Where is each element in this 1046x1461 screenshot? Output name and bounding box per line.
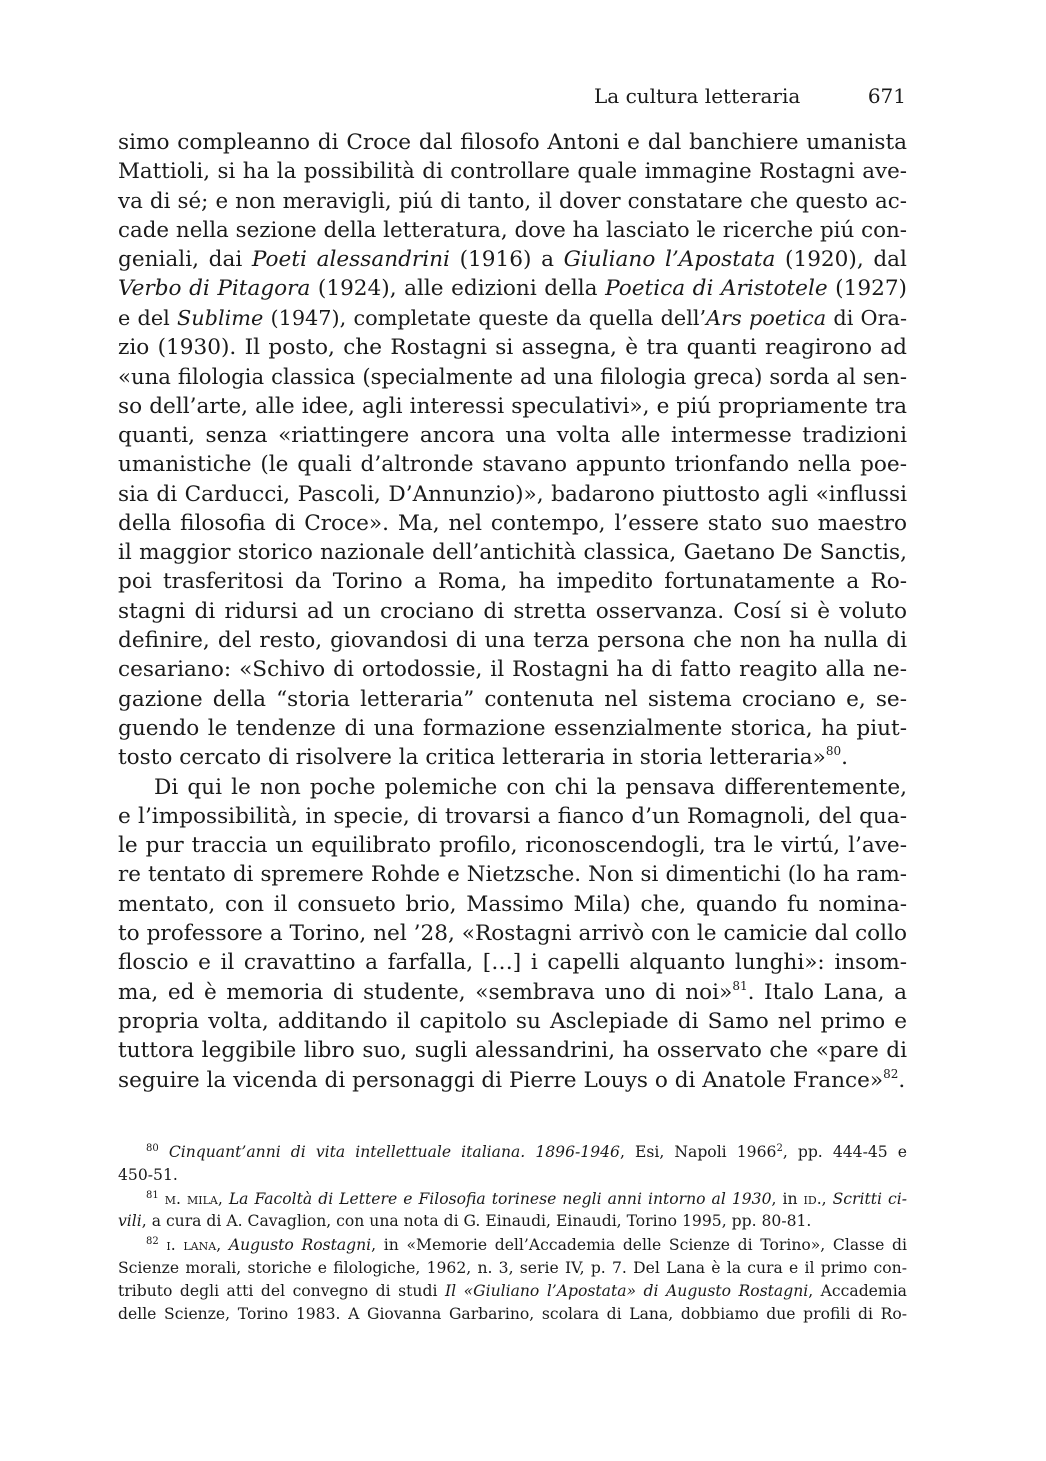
- work-title: La Facoltà di Lettere e Filosofia torinese negli anni intorno al 1930: [228, 1189, 772, 1208]
- work-title: Augusto Rostagni: [228, 1236, 372, 1255]
- text-line: floscio e il cravattino a farfalla, […] i capelli alquanto lunghi»: insom-: [118, 950, 907, 976]
- text-span: (1924), alle edizioni della: [310, 276, 606, 302]
- work-title: Poetica di Aristotele: [605, 276, 828, 302]
- running-header: [118, 84, 907, 114]
- footnote-82-line: delle Scienze, Torino 1983. A Giovanna Garbarino, scolara di Lana, dobbiamo due profili di Ro-: [118, 1304, 907, 1323]
- footnote-80: [118, 1141, 907, 1164]
- footnotes: [118, 1141, 907, 1325]
- note-reference[interactable]: 81: [732, 978, 748, 993]
- text-span: . Italo Lana, a: [747, 979, 907, 1005]
- text-line: guendo le tendenze di una formazione essenzialmente storica, ha piut-: [118, 715, 907, 741]
- text-span: e del: [118, 305, 177, 330]
- idem: id.: [803, 1189, 822, 1208]
- text-span: ,: [217, 1189, 229, 1208]
- text-line: il maggior storico nazionale dell’antichità classica, Gaetano De Sanctis,: [118, 540, 907, 566]
- text-line: gazione della “storia letteraria” contenuta nel sistema crociano e, se-: [118, 686, 907, 712]
- text-line: simo compleanno di Croce dal filosofo Antoni e dal banchiere umanista: [118, 130, 907, 155]
- text-span: tosto cercato di risolvere la critica letteraria in storia letteraria»: [118, 745, 826, 771]
- footnote-81: [118, 1188, 907, 1211]
- footnote-number: 80: [146, 1143, 159, 1154]
- text-line: le pur traccia un equilibrato profilo, riconoscendogli, tra le virtú, l’ave-: [118, 833, 907, 859]
- text-span: (1927): [827, 276, 907, 302]
- text-line: e l’impossibilità, in specie, di trovarsi a fianco d’un Romagnoli, del qua-: [118, 803, 907, 829]
- work-title: Poeti alessandrini: [251, 247, 450, 273]
- edition-superscript: 2: [776, 1143, 783, 1154]
- note-reference[interactable]: 80: [825, 744, 842, 759]
- text-line: tuttora leggibile libro suo, sugli alessandrini, ha osservato che «pare di: [118, 1038, 907, 1064]
- work-title: Verbo di Pitagora: [118, 276, 311, 302]
- author-name: m. mila: [164, 1189, 218, 1208]
- text-line: [118, 245, 907, 274]
- text-span: .: [898, 1067, 906, 1093]
- footnote-80-cont: 450-51.: [118, 1165, 178, 1184]
- text-span: ma, ed è memoria di studente, «sembrava uno di noi»: [118, 979, 733, 1005]
- work-title: Scritti ci-: [832, 1189, 907, 1208]
- footnote-82: [118, 1234, 907, 1257]
- text-line: sia di Carducci, Pascoli, D’Annunzio)», badarono piuttosto agli «influssi: [118, 481, 907, 507]
- text-line: quanti, senza «riattingere ancora una volta alle intermesse tradizioni: [118, 422, 907, 448]
- text-line: so dell’arte, alle idee, agli interessi speculativi», e piú propriamente tra: [118, 393, 907, 419]
- text-line: della filosofia di Croce». Ma, nel contempo, l’essere stato suo maestro: [118, 510, 907, 536]
- work-title: Cinquant’anni di vita intellettuale italiana. 1896-1946: [168, 1143, 620, 1161]
- footnote-82-line: Scienze morali, storiche e filologiche, 1962, n. 3, serie IV, p. 7. Del Lana è la cura e il primo con-: [118, 1258, 907, 1277]
- footnote-number: 81: [146, 1189, 159, 1201]
- work-title: Ars poetica: [706, 305, 827, 330]
- text-span: (1920), dal: [775, 247, 907, 273]
- text-span: .: [841, 745, 849, 771]
- text-line: stagni di ridursi ad un crociano di stretta osservanza. Cosí si è voluto: [118, 598, 907, 624]
- text-span: , pp. 444-45 e: [782, 1143, 907, 1161]
- text-span: , Accademia: [808, 1281, 907, 1300]
- text-line: [118, 304, 907, 333]
- text-span: tributo degli atti del convegno di studi: [118, 1281, 445, 1300]
- text-span: , a cura di A. Cavaglion, con una nota di G. Einaudi, Einaudi, Torino 1995, pp. 80-81.: [141, 1212, 812, 1231]
- text-line: zio (1930). Il posto, che Rostagni si assegna, è tra quanti reagirono ad: [118, 335, 907, 361]
- main-text: [118, 128, 907, 1095]
- work-title: Il «Giuliano l’Apostata» di Augusto Rostagni: [444, 1281, 809, 1300]
- footnote-number: 82: [146, 1236, 159, 1248]
- text-span: geniali, dai: [118, 247, 252, 273]
- text-line: to professore a Torino, nel ’28, «Rostagni arrivò con le camicie dal collo: [118, 921, 907, 947]
- text-line: definire, del resto, giovandosi di una terza persona che non ha nulla di: [118, 628, 907, 654]
- footnote-81-cont: [118, 1210, 907, 1233]
- footnote-82-line: [118, 1280, 907, 1303]
- text-line: re tentato di spremere Rohde e Nietzsche. Non si dimentichi (lo ha ram-: [118, 862, 907, 888]
- text-span: ,: [216, 1236, 229, 1255]
- note-reference[interactable]: 82: [883, 1066, 899, 1081]
- text-span: seguire la vicenda di personaggi di Pierre Louys o di Anatole France»: [118, 1067, 884, 1093]
- text-span: , in: [771, 1189, 804, 1208]
- text-span: (1947), completate queste da quella dell’: [263, 305, 707, 330]
- text-line: [118, 978, 907, 1007]
- text-line: poi trasferitosi da Torino a Roma, ha impedito fortunatamente a Ro-: [118, 569, 907, 595]
- text-line: Mattioli, si ha la possibilità di controllare quale immagine Rostagni ave-: [118, 159, 907, 185]
- text-line: cade nella sezione della letteratura, dove ha lasciato le ricerche piú con-: [118, 217, 907, 243]
- text-line: mentato, con il consueto brio, Massimo Mila) che, quando fu nomina-: [118, 891, 907, 917]
- work-title: Sublime: [176, 305, 264, 330]
- text-line: Di qui le non poche polemiche con chi la pensava differentemente,: [154, 774, 907, 800]
- text-line: «una filologia classica (specialmente ad una filologia greca) sorda al sen-: [118, 364, 907, 390]
- work-title: vili: [118, 1212, 142, 1231]
- text-span: , in «Memorie dell’Accademia delle Scienze di Torino», Classe di: [371, 1236, 907, 1255]
- text-span: (1916) a: [449, 247, 564, 273]
- text-span: ,: [821, 1189, 833, 1208]
- text-line: propria volta, additando il capitolo su Asclepiade di Samo nel primo e: [118, 1008, 907, 1034]
- author-name: i. lana: [166, 1236, 217, 1255]
- text-line: cesariano: «Schivo di ortodossie, il Rostagni ha di fatto reagito alla ne-: [118, 657, 907, 683]
- page-number: 671: [867, 84, 906, 108]
- text-line: [118, 743, 907, 772]
- text-line: va di sé; e non meravigli, piú di tanto, il dover constatare che questo ac-: [118, 188, 907, 214]
- text-span: di Ora-: [826, 305, 907, 330]
- text-line: [118, 1066, 907, 1095]
- text-line: umanistiche (le quali d’altronde stavano appunto trionfando nella poe-: [118, 452, 907, 478]
- text-line: [118, 274, 907, 303]
- work-title: Giuliano l’Apostata: [563, 247, 776, 273]
- running-title: La cultura letteraria: [594, 84, 801, 108]
- text-span: , Esi, Napoli 1966: [619, 1143, 777, 1161]
